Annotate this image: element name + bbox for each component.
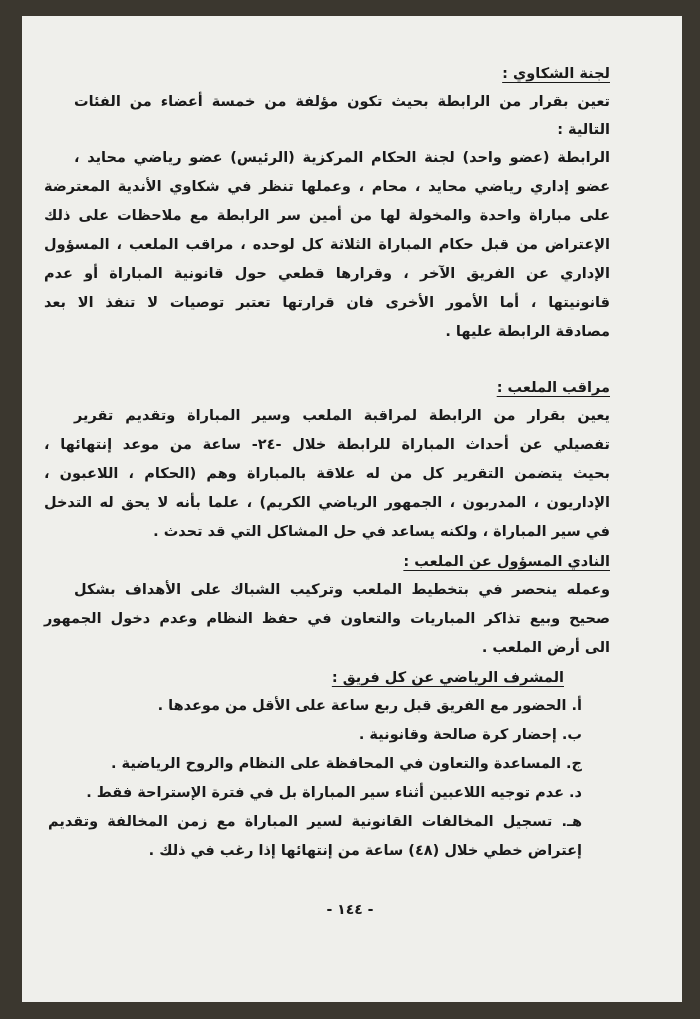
supervisor-item: ب. إحضار كرة صالحة وقانونية .	[358, 727, 582, 743]
complaints-line: الرابطة (عضو واحد) لجنة الحكام المركزية (الرئيس) عضو رياضي محايد ،	[74, 150, 610, 166]
club-line: صحيح وبيع تذاكر المباريات والتعاون في حفظ النظام وعدم دخول الجمهور	[44, 611, 610, 627]
supervisor-item: هـ. تسجيل المخالفات القانونية لسير المباراة مع زمن المخالفة وتقديم	[48, 814, 582, 830]
heading-team-supervisor: المشرف الرياضي عن كل فريق :	[331, 670, 564, 686]
complaints-line: على مباراة واحدة والمخولة لها من أمين سر الرابطة مع ملاحظات على ذلك	[44, 208, 610, 224]
complaints-line: مصادقة الرابطة عليها .	[445, 324, 610, 340]
observer-line: في سير المباراة ، ولكنه يساعد في حل المشاكل التي قد تحدث .	[153, 524, 610, 540]
complaints-line: تعين بقرار من الرابطة بحيث تكون مؤلفة من خمسة أعضاء من الفئات	[74, 94, 610, 110]
observer-line: يعين بقرار من الرابطة لمراقبة الملعب وسير المباراة وتقديم تقرير	[74, 408, 610, 424]
observer-line: بحيث يتضمن التقرير كل من له علاقة بالمباراة وهم (الحكام ، اللاعبون ،	[44, 466, 610, 482]
club-line: الى أرض الملعب .	[481, 640, 610, 656]
complaints-line: التالية :	[557, 122, 610, 138]
supervisor-item: د. عدم توجيه اللاعبين أثناء سير المباراة بل في فترة الإستراحة فقط .	[86, 785, 582, 801]
supervisor-item: ج. المساعدة والتعاون في المحافظة على النظام والروح الرياضية .	[110, 756, 582, 772]
page-number: - ١٤٤ -	[326, 902, 374, 918]
complaints-line: عضو إداري رياضي محايد ، محام ، وعملها تنظر في شكاوي الأندية المعترضة	[44, 179, 610, 195]
document-page	[22, 16, 682, 1002]
heading-responsible-club: النادي المسؤول عن الملعب :	[403, 554, 610, 570]
supervisor-item: إعتراض خطي خلال (٤٨) ساعة من إنتهائها إذا رغب في ذلك .	[148, 843, 582, 859]
complaints-line: الإداري عن الفريق الآخر ، وقرارها قطعي حول قانونية المباراة أو عدم	[44, 266, 610, 282]
complaints-line: قانونيتها ، أما الأمور الأخرى فان قرارتها تعتبر توصيات لا تنفذ الا بعد	[44, 295, 610, 311]
club-line: وعمله ينحصر في بتخطيط الملعب وتركيب الشباك على الأهداف بشكل	[74, 582, 610, 598]
observer-line: تفصيلي عن أحداث المباراة للرابطة خلال -٢٤- ساعة من موعد إنتهائها ،	[44, 437, 610, 453]
heading-stadium-observer: مراقب الملعب :	[496, 380, 610, 396]
supervisor-item: أ. الحضور مع الفريق قبل ربع ساعة على الأقل من موعدها .	[157, 698, 582, 714]
observer-line: الإداريون ، المدربون ، الجمهور الرياضي الكريم) ، علما بأنه لا يحق له التدخل	[44, 495, 610, 511]
heading-complaints-committee: لجنة الشكاوي :	[502, 66, 610, 82]
complaints-line: الإعتراض من قبل حكام المباراة الثلاثة كل لوحده ، مراقب الملعب ، المسؤول	[44, 237, 610, 253]
